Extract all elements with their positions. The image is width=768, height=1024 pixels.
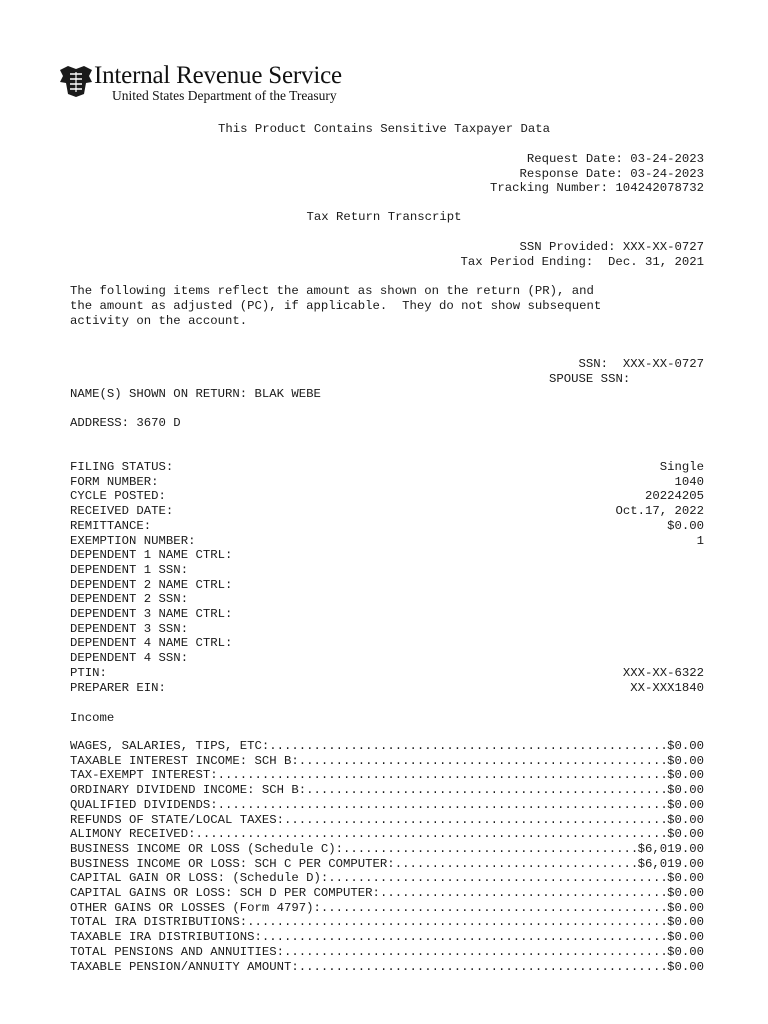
income-label: CAPITAL GAINS OR LOSS: SCH D PER COMPUTER: [70, 886, 380, 900]
tax-period-ending: Tax Period Ending: Dec. 31, 2021 [460, 255, 704, 269]
filing-detail-row [70, 519, 704, 533]
income-value: $0.00 [667, 797, 704, 812]
income-value: $0.00 [667, 900, 704, 915]
filing-detail-label: DEPENDENT 3 NAME CTRL: [70, 607, 233, 621]
filing-detail-value: Single [659, 460, 704, 474]
filing-detail-row [70, 622, 704, 636]
irs-logo [58, 62, 378, 106]
income-value: $0.00 [667, 959, 704, 974]
department-name: United States Department of the Treasury [112, 88, 337, 103]
irs-eagle-emblem-icon [58, 64, 94, 98]
income-value: $0.00 [667, 871, 704, 886]
address: ADDRESS: 3670 D [70, 416, 181, 430]
income-row [70, 739, 704, 754]
income-row [70, 768, 704, 783]
filing-detail-row [70, 578, 704, 592]
income-label: TAXABLE INTEREST INCOME: SCH B: [70, 753, 299, 768]
filing-detail-value: Oct.17, 2022 [615, 504, 704, 519]
income-row [70, 857, 704, 872]
income-label: OTHER GAINS OR LOSSES (Form 4797): [70, 900, 321, 915]
income-value: $0.00 [667, 944, 704, 959]
intro-line-2: the amount as adjusted (PC), if applicable. They do not show subsequent [70, 299, 602, 313]
filing-detail-label: DEPENDENT 4 SSN: [70, 651, 189, 666]
income-value: $0.00 [667, 753, 704, 768]
intro-line-1: The following items reflect the amount as shown on the return (PR), and [70, 284, 594, 298]
filing-detail-row [70, 460, 704, 474]
dot-leader [262, 930, 667, 945]
filing-detail-label: RECEIVED DATE: [70, 504, 174, 519]
filing-detail-row [70, 681, 704, 695]
filing-detail-label: DEPENDENT 1 SSN: [70, 562, 189, 577]
income-row [70, 827, 704, 842]
income-row [70, 901, 704, 916]
income-row [70, 813, 704, 828]
filing-detail-row [70, 504, 704, 518]
income-label: ORDINARY DIVIDEND INCOME: SCH B: [70, 783, 307, 798]
filing-detail-row [70, 651, 704, 665]
income-label: TOTAL PENSIONS AND ANNUITIES: [70, 944, 285, 959]
income-label: ALIMONY RECEIVED: [70, 827, 196, 842]
filing-detail-row [70, 489, 704, 503]
income-value: $0.00 [667, 768, 704, 783]
income-label: REFUNDS OF STATE/LOCAL TAXES: [70, 812, 285, 827]
names-on-return: NAME(S) SHOWN ON RETURN: BLAK WEBE [70, 387, 321, 401]
filing-detail-label: DEPENDENT 2 SSN: [70, 592, 189, 607]
income-row [70, 915, 704, 930]
filing-detail-row [70, 607, 704, 621]
filing-detail-label: EXEMPTION NUMBER: [70, 533, 196, 548]
dot-leader [247, 915, 667, 930]
income-row [70, 798, 704, 813]
filing-detail-row [70, 636, 704, 650]
income-value: $0.00 [667, 783, 704, 798]
income-label: TAXABLE IRA DISTRIBUTIONS: [70, 930, 262, 945]
income-label: TAX-EXEMPT INTEREST: [70, 768, 218, 783]
income-label: BUSINESS INCOME OR LOSS: SCH C PER COMPUTER: [70, 856, 395, 871]
dot-leader [284, 945, 667, 960]
filing-detail-row [70, 475, 704, 489]
income-row [70, 783, 704, 798]
income-label: QUALIFIED DIVIDENDS: [70, 797, 218, 812]
income-row [70, 960, 704, 975]
income-label: TAXABLE PENSION/ANNUITY AMOUNT: [70, 959, 299, 974]
income-value: $0.00 [667, 739, 704, 753]
dot-leader [299, 754, 667, 769]
filing-detail-label: DEPENDENT 1 NAME CTRL: [70, 548, 233, 563]
filing-detail-value: 1040 [674, 474, 704, 489]
income-row [70, 871, 704, 886]
filing-detail-label: PTIN: [70, 665, 107, 680]
return-ssn: SSN: XXX-XX-0727 [578, 357, 704, 371]
dot-leader [218, 768, 668, 783]
filing-detail-value: 20224205 [644, 489, 704, 504]
filing-detail-value: 1 [696, 533, 704, 548]
income-row [70, 754, 704, 769]
filing-detail-label: DEPENDENT 4 NAME CTRL: [70, 636, 233, 651]
agency-name: Internal Revenue Service [94, 62, 342, 89]
income-value: $0.00 [667, 915, 704, 930]
dot-leader [306, 783, 667, 798]
filing-detail-label: DEPENDENT 3 SSN: [70, 621, 189, 636]
filing-detail-label: CYCLE POSTED: [70, 489, 166, 504]
income-row [70, 945, 704, 960]
intro-line-3: activity on the account. [70, 314, 248, 328]
filing-detail-label: PREPARER EIN: [70, 680, 166, 695]
income-row [70, 930, 704, 945]
income-value: $6,019.00 [637, 856, 704, 871]
ssn-provided: SSN Provided: XXX-XX-0727 [519, 240, 704, 254]
dot-leader [299, 960, 667, 975]
dot-leader [218, 798, 668, 813]
income-row [70, 886, 704, 901]
filing-detail-row [70, 534, 704, 548]
income-row [70, 842, 704, 857]
dot-leader [395, 857, 638, 872]
dot-leader [284, 813, 667, 828]
filing-detail-label: FORM NUMBER: [70, 474, 159, 489]
income-label: CAPITAL GAIN OR LOSS: (Schedule D): [70, 871, 329, 886]
dot-leader [328, 871, 667, 886]
filing-detail-label: REMITTANCE: [70, 518, 152, 533]
filing-detail-row [70, 563, 704, 577]
filing-detail-label: FILING STATUS: [70, 460, 174, 474]
spouse-ssn: SPOUSE SSN: [549, 372, 704, 386]
tracking-number: Tracking Number: 104242078732 [489, 181, 704, 195]
filing-detail-row [70, 592, 704, 606]
income-value: $0.00 [667, 812, 704, 827]
income-label: BUSINESS INCOME OR LOSS (Schedule C): [70, 841, 344, 856]
income-value: $0.00 [667, 886, 704, 900]
filing-detail-label: DEPENDENT 2 NAME CTRL: [70, 577, 233, 592]
dot-leader [380, 886, 667, 901]
income-section-title: Income [70, 711, 115, 725]
income-label: TOTAL IRA DISTRIBUTIONS: [70, 915, 248, 930]
income-value: $0.00 [667, 827, 704, 842]
filing-detail-value: XX-XXX1840 [630, 680, 704, 695]
sensitive-data-notice: This Product Contains Sensitive Taxpayer Data [217, 122, 551, 136]
dot-leader [343, 842, 638, 857]
response-date: Response Date: 03-24-2023 [519, 167, 704, 181]
document-title: Tax Return Transcript [306, 210, 462, 224]
dot-leader [195, 827, 667, 842]
filing-detail-value: $0.00 [667, 518, 704, 533]
dot-leader [269, 739, 667, 754]
income-value: $6,019.00 [637, 841, 704, 856]
dot-leader [321, 901, 667, 916]
filing-detail-row [70, 666, 704, 680]
filing-detail-value: XXX-XX-6322 [622, 665, 704, 680]
income-label: WAGES, SALARIES, TIPS, ETC: [70, 739, 270, 753]
request-date: Request Date: 03-24-2023 [526, 152, 704, 166]
filing-detail-row [70, 548, 704, 562]
income-value: $0.00 [667, 930, 704, 945]
